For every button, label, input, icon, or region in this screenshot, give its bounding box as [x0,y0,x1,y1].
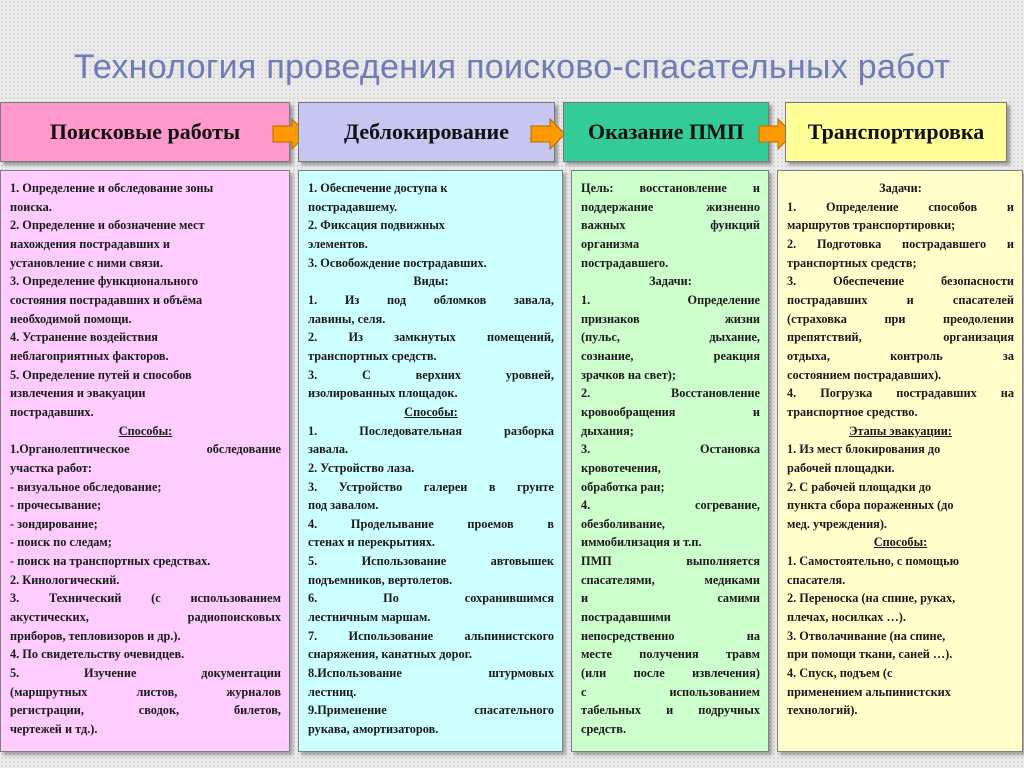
text-line: состояния пострадавших и объёма [10,292,203,307]
text-line: 4. Проделывание проемов в [308,516,554,531]
text-line: средств. [581,722,627,737]
text-line: пострадавших. [10,404,94,419]
text-line: спасателя. [787,572,846,587]
text-line: 2. Кинологический. [10,572,120,587]
text-line: обезболивание, [581,516,665,531]
text-line: табельных и подручных [581,703,760,718]
header-search-works: Поисковые работы [0,102,290,162]
page-title: Технология проведения поисково-спасательных работ [73,48,951,86]
text-line: 1. Самостоятельно, с помощью [787,554,960,569]
text-line: кровообращения и [581,404,760,419]
text-line: спасателями, медиками [581,572,760,587]
text-line: дыхания; [581,423,634,438]
text-line: месте получения травм [581,647,760,662]
column-transportation [777,170,1023,752]
text-line: 3. Технический (с использованием [10,591,281,606]
text-line: поддержание жизненно [581,199,760,214]
text-line: 2. Подготовка пострадавшего и [787,236,1014,251]
text-line: 4. согревание, [581,498,760,513]
text-line: 2. Из замкнутых помещений, [308,330,554,345]
text-line: подъемников, вертолетов. [308,572,453,587]
text-line: при помощи ткани, саней …). [787,647,953,662]
text-line: 3. Определение функционального [10,274,199,289]
first-aid-tasks-list [581,291,760,739]
text-line: пострадавшему. [308,199,398,214]
header-first-aid: Оказание ПМП [563,102,769,162]
unblocking-types-list [308,291,554,403]
text-line: (пульс, дыхание, [581,330,760,345]
text-line: пострадавшими [581,610,671,625]
text-line: транспортных средств; [787,255,917,270]
methods-heading: Способы: [404,404,458,419]
text-line: 2. Устройство лаза. [308,460,415,475]
text-line: пункта сбора пораженных (до [787,498,954,513]
search-methods-list [10,440,281,739]
transport-tasks-list [787,198,1014,422]
methods-heading: Способы: [118,423,173,438]
text-line: мед. учреждения). [787,516,888,531]
text-line: 2. Переноска (на спине, руках, [787,591,956,606]
text-line: отдыха, контроль за [787,348,1014,363]
text-line: признаков жизни [581,311,760,326]
arrow-right-icon [530,118,566,150]
text-line: 3. С верхних уровней, [308,367,554,382]
text-line: 1. Обеспечение доступа к [308,181,448,195]
search-steps-list [10,179,281,422]
text-line: - поиск по следам; [10,535,112,550]
text-line: маршрутов транспортировки; [787,218,956,233]
column-unblocking [298,170,563,752]
text-line: 3. Освобождение пострадавших. [308,255,487,270]
text-line: зрачков на свет); [581,367,676,382]
text-line: иммобилизация и т.п. [581,535,702,550]
text-line: - прочесывание; [10,498,102,513]
text-line: - визуальное обследование; [10,479,162,494]
text-line: элементов. [308,236,368,251]
text-line: пострадавшего. [581,255,669,270]
text-line: состоянием пострадавших). [787,367,942,382]
text-line: рабочей площадки. [787,460,895,475]
text-line: (или после извлечения) [581,666,760,681]
text-line: снаряжения, канатных дорог. [308,647,472,662]
column-first-aid [571,170,769,752]
tasks-heading: Задачи: [649,274,692,289]
unblocking-steps-list [308,179,554,272]
text-line: акустических, радиопоисковых [10,610,281,625]
text-line: 3. Обеспечение безопасности [787,274,1014,289]
text-line: 1. Из под обломков завала, [308,292,554,307]
text-line: 1. Последовательная разборка [308,423,554,438]
text-line: 4. По свидетельству очевидцев. [10,647,185,662]
text-line: и самими [581,591,760,606]
text-line: под завалом. [308,498,379,513]
header-transportation: Транспортировка [785,102,1007,162]
text-line: 3. Устройство галереи в грунте [308,479,554,494]
text-line: (маршрутных листов, журналов [10,684,281,699]
text-line: 5. Изучение документации [10,666,281,681]
text-line: 2. С рабочей площадки до [787,479,932,494]
text-line: ПМП выполняется [581,554,760,569]
text-line: технологий). [787,703,858,718]
text-line: 5. Определение путей и способов [10,367,192,382]
unblocking-methods-list [308,422,554,739]
text-line: регистрации, сводок, билетов, [10,703,281,718]
evacuation-stages-list [787,440,1014,533]
types-heading: Виды: [413,274,449,289]
tasks-heading: Задачи: [879,181,922,195]
stages-heading: Этапы эвакуации: [849,423,952,438]
text-line: установление с ними связи. [10,255,163,270]
text-line: 1. Из мест блокирования до [787,442,941,457]
text-line: поиска. [10,199,52,214]
methods-heading: Способы: [873,535,928,550]
text-line: 1. Определение способов и [787,199,1014,214]
text-line: нахождения пострадавших и [10,236,170,251]
text-line: непосредственно на [581,628,760,643]
text-line: 8.Использование штурмовых [308,666,554,681]
text-line: важных функций [581,218,760,233]
text-line: 4. Погрузка пострадавших на [787,386,1014,401]
text-line: с использованием [581,684,760,699]
text-line: кровотечения, [581,460,661,475]
text-line: 6. По сохранившимся [308,591,554,606]
text-line: транспортных средств. [308,348,437,363]
text-line: сознание, реакция [581,348,760,363]
text-line: 4. Спуск, подъем (с [787,666,893,681]
text-line: изолированных площадок. [308,386,458,401]
text-line: приборов, тепловизоров и др.). [10,628,181,643]
text-line: 7. Использование альпинистского [308,628,554,643]
text-line: 1. Определение и обследование зоны [10,181,214,195]
text-line: завала. [308,442,349,457]
transport-methods-list [787,552,1014,720]
text-line: лестничным маршам. [308,610,431,625]
text-line: 2. Определение и обозначение мест [10,218,205,233]
text-line: 1. Определение [581,292,760,307]
text-line: 2. Фиксация подвижных [308,218,445,233]
text-line: участка работ: [10,460,92,475]
first-aid-goal [581,179,760,272]
text-line: 3. Отволачивание (на спине, [787,628,946,643]
text-line: 3. Остановка [581,442,760,457]
text-line: лестниц. [308,684,357,699]
text-line: обработка ран; [581,479,665,494]
text-line: плечах, носилках …). [787,610,906,625]
text-line: неблагоприятных факторов. [10,348,169,363]
text-line: (страховка при преодолении [787,311,1014,326]
text-line: транспортное средство. [787,404,918,419]
text-line: применением альпинистских [787,684,951,699]
header-unblocking: Деблокирование [298,102,555,162]
text-line: необходимой помощи. [10,311,132,326]
text-line: организма [581,236,640,251]
text-line: стенах и перекрытиях. [308,535,435,550]
text-line: 2. Восстановление [581,386,760,401]
text-line: пострадавших и спасателей [787,292,1014,307]
text-line: - зондирование; [10,516,98,531]
text-line: 4. Устранение воздействия [10,330,158,345]
text-line: Цель: восстановление и [581,181,760,195]
column-search-works [0,170,290,752]
text-line: извлечения и эвакуации [10,386,146,401]
text-line: - поиск на транспортных средствах. [10,554,211,569]
text-line: чертежей и тд.). [10,722,98,737]
text-line: 1.Органолептическое обследование [10,442,281,457]
text-line: рукава, амортизаторов. [308,722,439,737]
text-line: 5. Использование автовышек [308,554,554,569]
text-line: препятствий, организация [787,330,1014,345]
text-line: 9.Применение спасательного [308,703,554,718]
text-line: лавины, селя. [308,311,386,326]
